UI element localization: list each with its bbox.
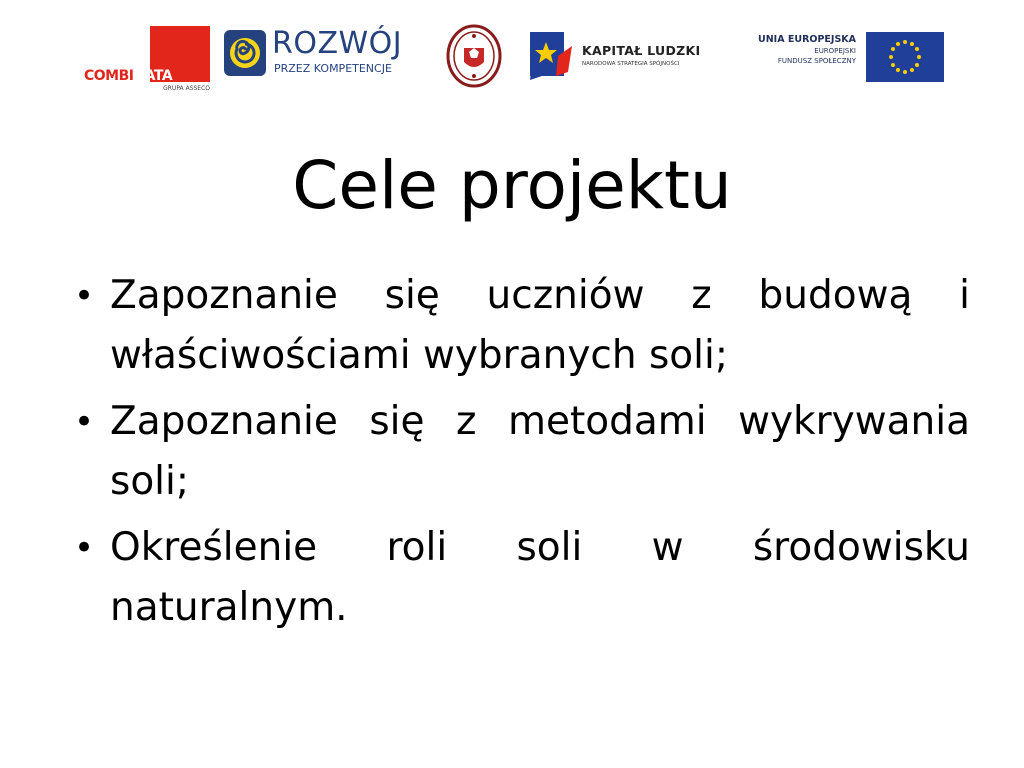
- bullet-dot-icon: •: [74, 276, 95, 316]
- rozwoj-logo: [222, 28, 426, 82]
- kapital-ludzki-star-icon: [528, 26, 572, 82]
- bullet-text: Zapoznanie się z metodami wykrywania soli;: [110, 399, 970, 504]
- university-seal-icon: [446, 24, 502, 88]
- eu-line3: FUNDUSZ SPOŁECZNY: [777, 57, 856, 65]
- bullet-text: Zapoznanie się uczniów z budową i właściwościami wybranych soli;: [110, 273, 970, 378]
- bullet-item: [68, 266, 970, 386]
- combidata-group-text: GRUPA ASSECO: [163, 85, 210, 92]
- combidata-word-part2: DATA: [133, 68, 173, 84]
- spiral-emblem-icon: [224, 30, 266, 76]
- eu-flag-icon: [866, 32, 944, 82]
- kapital-subtitle: NARODOWA STRATEGIA SPÓJNOŚCI: [582, 61, 680, 67]
- combidata-wordmark: [84, 68, 172, 84]
- eu-line1: UNIA EUROPEJSKA: [758, 34, 856, 45]
- bullet-item: [68, 518, 970, 638]
- kapital-ludzki-logo: [528, 26, 724, 82]
- eu-line2: EUROPEJSKI: [814, 47, 856, 55]
- bullet-text: Określenie roli soli w środowisku naturalnym.: [110, 525, 970, 630]
- combidata-word-part1: COMBI: [84, 68, 134, 84]
- kapital-title: KAPITAŁ LUDZKI: [582, 43, 701, 58]
- slide-title: Cele projektu: [292, 147, 732, 224]
- bullet-list: [68, 266, 970, 644]
- combidata-logo: [84, 26, 210, 90]
- rozwoj-subtitle: PRZEZ KOMPETENCJE: [274, 62, 392, 75]
- bullet-dot-icon: •: [74, 528, 95, 568]
- eu-logo: [744, 30, 946, 84]
- rozwoj-title: ROZWÓJ: [272, 26, 403, 61]
- bullet-dot-icon: •: [74, 402, 95, 442]
- bullet-item: [68, 392, 970, 512]
- eu-text-block: [758, 34, 856, 66]
- logo-banner: [0, 18, 1024, 94]
